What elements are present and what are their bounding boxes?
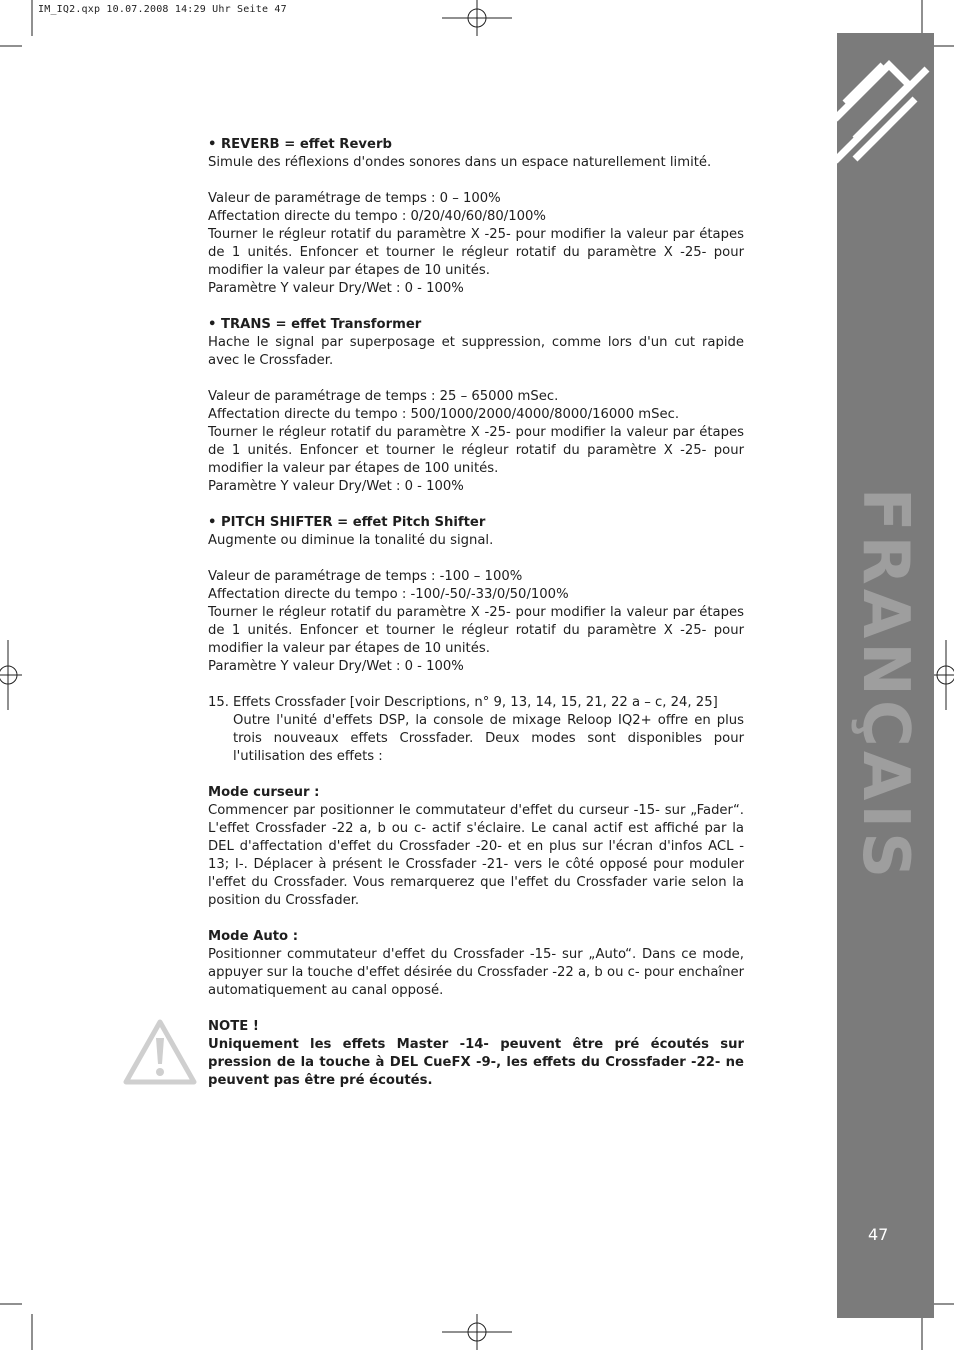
pitch-param-y: Paramètre Y valeur Dry/Wet : 0 - 100% bbox=[208, 659, 464, 674]
trans-rotate-text: Tourner le régleur rotatif du paramètre X -25- pour modifier la valeur par étapes de 1 unités. Enfoncer et tourner le régleur rotatif du paramètre X -25- pour modifier la valeur par étapes de 100 unités. bbox=[208, 425, 744, 476]
page-number: 47 bbox=[868, 1225, 889, 1244]
print-header: IM_IQ2.qxp 10.07.2008 14:29 Uhr Seite 47 bbox=[38, 4, 287, 15]
pitch-tempo-assign: Affectation directe du tempo : -100/-50/-33/0/50/100% bbox=[208, 587, 569, 602]
mode-cursor-heading: Mode curseur : bbox=[208, 785, 320, 800]
trans-params bbox=[208, 388, 744, 478]
note-heading: NOTE ! bbox=[208, 1019, 259, 1034]
crossfader-list-item bbox=[208, 694, 744, 766]
crossfader-body: Outre l'unité d'effets DSP, la console de mixage Reloop IQ2+ offre en plus trois nouveaux effets Crossfader. Deux modes sont disponibles pour l'utilisation des effets : bbox=[233, 713, 744, 764]
trans-time-value: Valeur de paramétrage de temps : 25 – 65000 mSec. bbox=[208, 389, 559, 404]
reloop-logo-icon bbox=[837, 33, 934, 173]
trans-heading: • TRANS = effet Transformer bbox=[208, 317, 422, 332]
mode-auto-heading: Mode Auto : bbox=[208, 929, 298, 944]
reverb-time-value: Valeur de paramétrage de temps : 0 – 100% bbox=[208, 191, 501, 206]
pitch-time-value: Valeur de paramétrage de temps : -100 – 100% bbox=[208, 569, 523, 584]
mode-auto-body: Positionner commutateur d'effet du Crossfader -15- sur „Auto“. Dans ce mode, appuyer sur la touche d'effet désirée du Crossfader -22 a, b ou c- pour enchaîner automatiquement au canal opposé. bbox=[208, 947, 744, 998]
main-content bbox=[208, 136, 744, 1090]
reverb-param-y: Paramètre Y valeur Dry/Wet : 0 - 100% bbox=[208, 281, 464, 296]
trans-description: Hache le signal par superposage et suppression, comme lors d'un cut rapide avec le Crossfader. bbox=[208, 335, 744, 368]
pitch-rotate-text: Tourner le régleur rotatif du paramètre X -25- pour modifier la valeur par étapes de 1 unités. Enfoncer et tourner le régleur rotatif du paramètre X -25- pour modifier la valeur par étapes de 10 unités. bbox=[208, 605, 744, 656]
reverb-rotate-text: Tourner le régleur rotatif du paramètre X -25- pour modifier la valeur par étapes de 1 unités. Enfoncer et tourner le régleur rotatif du paramètre X -25- pour modifier la valeur par étapes de 10 unités. bbox=[208, 227, 744, 278]
reverb-params bbox=[208, 190, 744, 280]
trans-tempo-assign: Affectation directe du tempo : 500/1000/2000/4000/8000/16000 mSec. bbox=[208, 407, 680, 422]
side-language-label: FRANÇAIS bbox=[848, 487, 922, 883]
pitch-heading: • PITCH SHIFTER = effet Pitch Shifter bbox=[208, 515, 486, 530]
note-body: Uniquement les effets Master -14- peuvent être pré écoutés sur pression de la touche à DEL CueFX -9-, les effets du Crossfader -22- ne peuvent pas être pré écoutés. bbox=[208, 1037, 744, 1088]
crossfader-number: 15. bbox=[208, 695, 229, 710]
pitch-params bbox=[208, 568, 744, 658]
mode-cursor-body: Commencer par positionner le commutateur d'effet du curseur -15- sur „Fader“. L'effet Crossfader -22 a, b ou c- actif s'éclaire. Le canal actif est affiché par la DEL d'affectation d'effet du Crossfader -20- et en plus sur l'écran d'infos ACL - 13; I-. Déplacer à présent le Crossfader -21- vers le côté opposé pour moduler l'effet du Crossfader. Vous remarquerez que l'effet du Crossfader varie selon la position du Crossfader. bbox=[208, 803, 744, 908]
reverb-description: Simule des réflexions d'ondes sonores dans un espace naturellement limité. bbox=[208, 155, 712, 170]
warning-triangle-icon bbox=[122, 1018, 198, 1086]
pitch-description: Augmente ou diminue la tonalité du signal. bbox=[208, 533, 494, 548]
trans-param-y: Paramètre Y valeur Dry/Wet : 0 - 100% bbox=[208, 479, 464, 494]
reverb-tempo-assign: Affectation directe du tempo : 0/20/40/60/80/100% bbox=[208, 209, 546, 224]
crossfader-title: Effets Crossfader [voir Descriptions, n° 9, 13, 14, 15, 21, 22 a – c, 24, 25] bbox=[233, 695, 718, 710]
note-block bbox=[208, 1018, 744, 1090]
reverb-heading: • REVERB = effet Reverb bbox=[208, 137, 392, 152]
